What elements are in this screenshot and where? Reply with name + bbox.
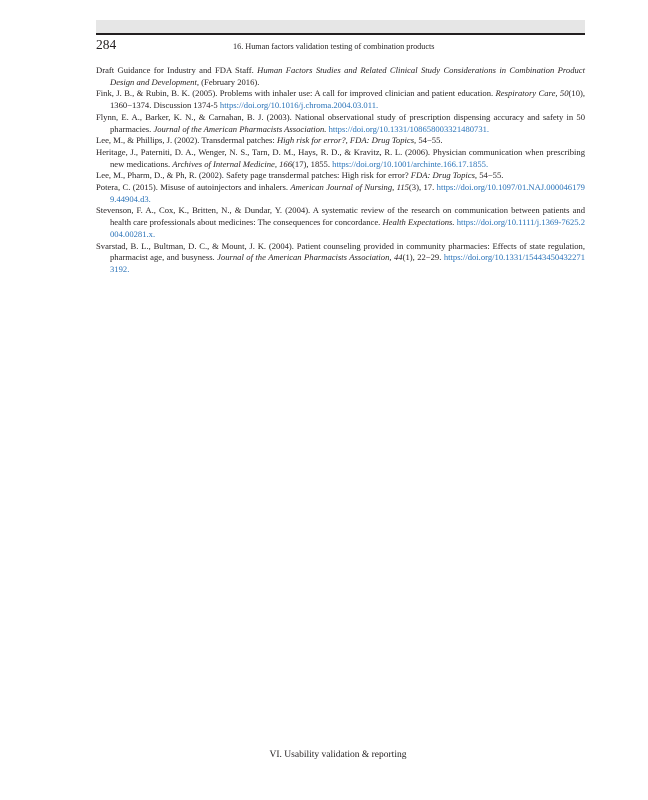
section-footer: VI. Usability validation & reporting: [269, 750, 407, 760]
reference-entry: Heritage, J., Paterniti, D. A., Wenger, N. S., Tarn, D. M., Hays, R. D., & Kravitz, R. L. (2006). Physician communication when prescribing new medications. Archives of Internal Medicine, 166(17), 1855. https://doi.org/10.1001/archinte.166.17.1855.: [96, 146, 585, 169]
page-number: 284: [96, 37, 117, 52]
reference-entry: Draft Guidance for Industry and FDA Staff. Human Factors Studies and Related Clinical Study Considerations in Combination Product Design and Development, (February 2016).: [96, 65, 585, 87]
reference-entry: Stevenson, F. A., Cox, K., Britten, N., & Dundar, Y. (2004). A systematic review of the research on communication between patients and health care professionals about medicines: The consequences for concordance. Health Expectations. https://doi.org/10.1111/j.1369-7625.2004.00281.x.: [96, 205, 586, 239]
header-band: [96, 20, 585, 33]
doi-link[interactable]: https://doi.org/10.1001/archinte.166.17.1855.: [332, 158, 489, 169]
reference-list: [96, 65, 585, 276]
doi-link[interactable]: https://doi.org/10.1016/j.chroma.2004.03.011.: [219, 100, 379, 111]
doi-link[interactable]: https://doi.org/10.1111/j.1369-7625.2004.00281.x.: [110, 217, 586, 239]
reference-entry: Lee, M., & Phillips, J. (2002). Transdermal patches: High risk for error?, FDA: Drug Topics, 54−55.: [96, 135, 443, 146]
reference-entry: Potera, C. (2015). Misuse of autoinjectors and inhalers. American Journal of Nursing, 115(3), 17. https://doi.org/10.1097/01.NAJ.0000461799.44904.d3.: [96, 182, 585, 204]
reference-entry: Svarstad, B. L., Bultman, D. C., & Mount, J. K. (2004). Patient counseling provided in community pharmacies: Effects of state regulation, pharmacist age, and busyness. Journal of the American Pharmacists Association, 44(1), 22−29. https://doi.org/10.1331/154434504322713192.: [96, 240, 585, 274]
doi-link[interactable]: https://doi.org/10.1331/108658003321480731.: [328, 123, 490, 134]
running-head: 16. Human factors validation testing of combination products: [233, 42, 435, 51]
doi-link[interactable]: https://doi.org/10.1097/01.NAJ.0000461799.44904.d3.: [110, 182, 585, 204]
header-rule: [96, 33, 585, 35]
reference-entry: Fink, J. B., & Rubin, B. K. (2005). Problems with inhaler use: A call for improved clinician and patient education. Respiratory Care, 50(10), 1360−1374. Discussion 1374-5 https://doi.org/10.1016/j.chroma.2004.03.011.: [96, 88, 585, 111]
reference-entry: Flynn, E. A., Barker, K. N., & Carnahan, B. J. (2003). National observational study of prescription dispensing accuracy and safety in 50 pharmacies. Journal of the American Pharmacists Association. https://doi.org/10.1331/108658003321480731.: [96, 111, 585, 134]
doi-link[interactable]: https://doi.org/10.1331/154434504322713192.: [110, 252, 585, 274]
reference-entry: Lee, M., Pharm, D., & Ph, R. (2002). Safety page transdermal patches: High risk for error? FDA: Drug Topics, 54−55.: [96, 170, 504, 181]
